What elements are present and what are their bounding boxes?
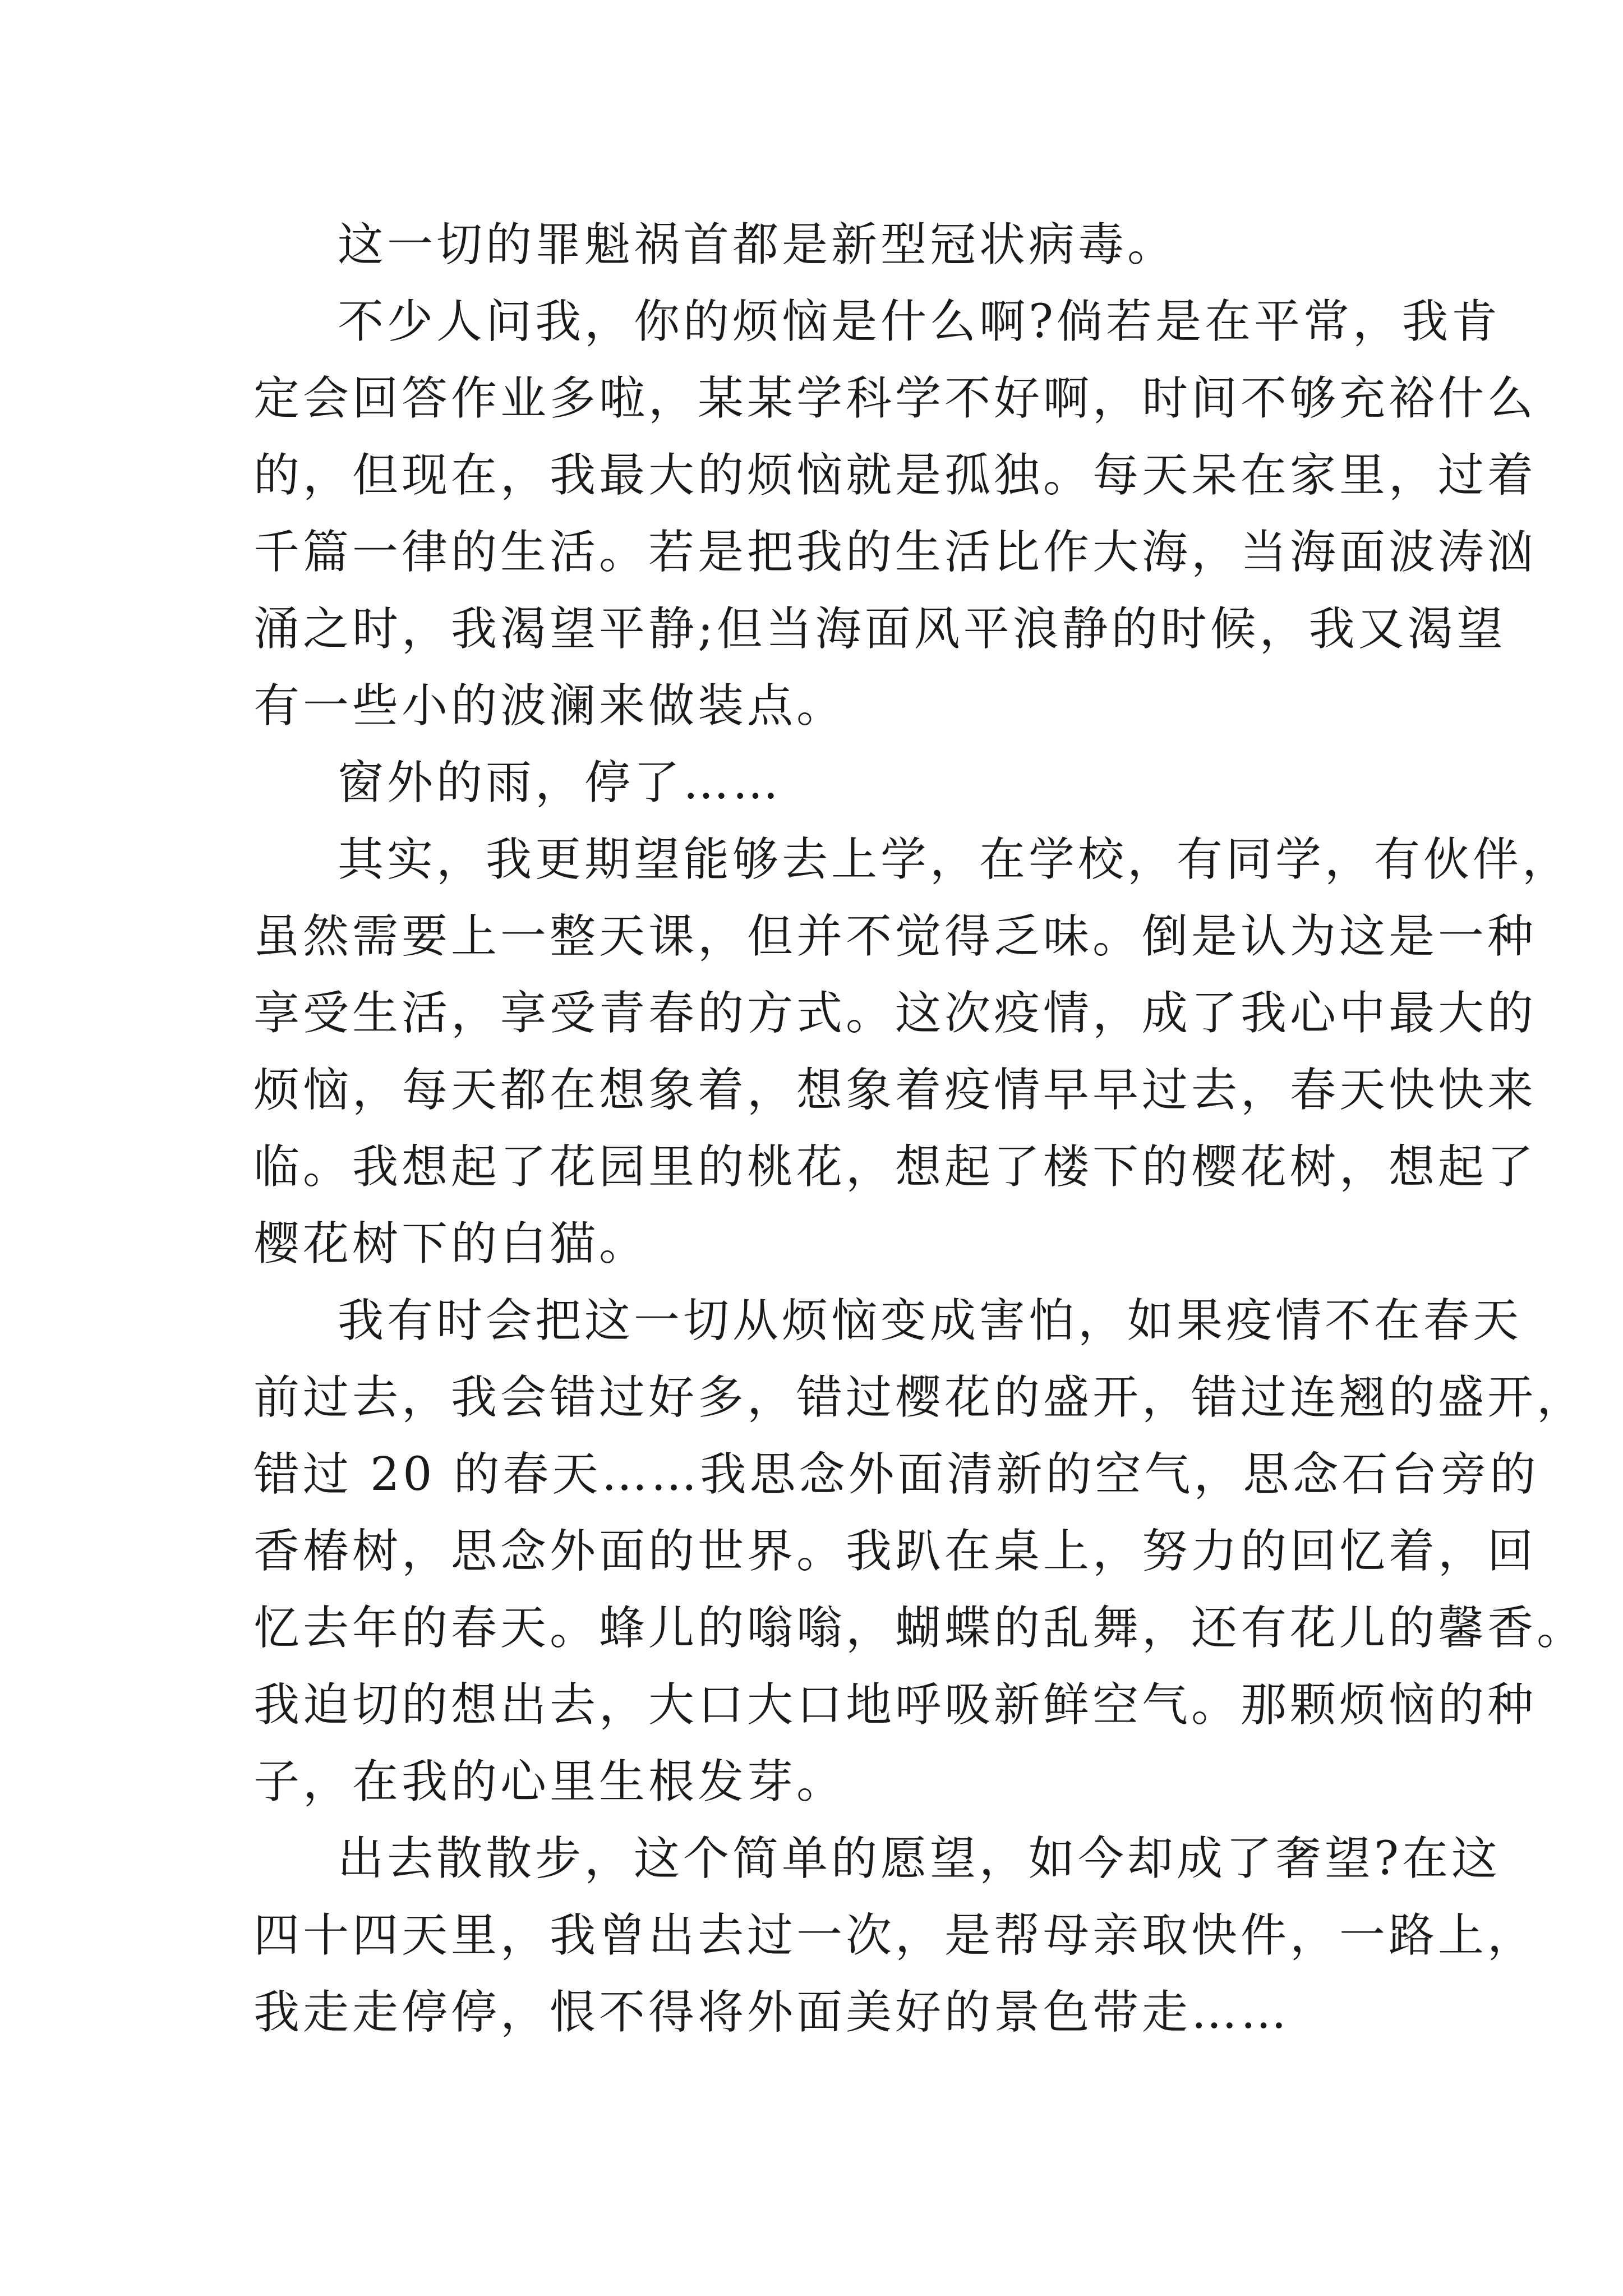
text-line: 其实，我更期望能够去上学，在学校，有同学，有伙伴， (338, 833, 1572, 886)
text-line: 这一切的罪魁祸首都是新型冠状病毒。 (338, 218, 1177, 272)
text-line: 四十四天里，我曾出去过一次，是帮母亲取快件，一路上， (253, 1909, 1537, 1962)
text-line: 樱花树下的白猫。 (253, 1217, 649, 1271)
text-line: 定会回答作业多啦，某某学科学不好啊，时间不够充裕什么 (253, 372, 1537, 425)
text-line: 香椿树，思念外面的世界。我趴在桌上，努力的回忆着，回 (253, 1525, 1537, 1578)
text-line: 享受生活，享受青春的方式。这次疫情，成了我心中最大的 (253, 987, 1537, 1040)
text-line: 我有时会把这一切从烦恼变成害怕，如果疫情不在春天 (338, 1294, 1523, 1347)
text-line: 我迫切的想出去，大口大口地呼吸新鲜空气。那颗烦恼的种 (253, 1678, 1537, 1732)
text-line: 窗外的雨，停了…… (338, 756, 782, 809)
text-line: 前过去，我会错过好多，错过樱花的盛开，错过连翘的盛开， (253, 1371, 1587, 1424)
text-line: 虽然需要上一整天课，但并不觉得乏味。倒是认为这是一种 (253, 910, 1537, 963)
text-line: 我走走停停，恨不得将外面美好的景色带走…… (253, 1986, 1290, 2039)
text-line: 错过 20 的春天……我思念外面清新的空气，思念石台旁的 (253, 1448, 1539, 1501)
text-line: 出去散散步，这个简单的愿望，如今却成了奢望?在这 (338, 1832, 1501, 1885)
text-line: 临。我想起了花园里的桃花，想起了楼下的樱花树，想起了 (253, 1140, 1537, 1194)
text-line: 忆去年的春天。蜂儿的嗡嗡，蝴蝶的乱舞，还有花儿的馨香。 (253, 1602, 1587, 1655)
text-line: 的，但现在，我最大的烦恼就是孤独。每天呆在家里，过着 (253, 449, 1537, 502)
text-line: 不少人问我，你的烦恼是什么啊?倘若是在平常，我肯 (338, 295, 1501, 348)
text-line: 涌之时，我渴望平静;但当海面风平浪静的时候，我又渴望 (253, 602, 1506, 656)
text-line: 有一些小的波澜来做装点。 (253, 679, 846, 733)
text-line: 子，在我的心里生根发芽。 (253, 1755, 846, 1809)
text-line: 千篇一律的生活。若是把我的生活比作大海，当海面波涛汹 (253, 526, 1537, 579)
text-line: 烦恼，每天都在想象着，想象着疫情早早过去，春天快快来 (253, 1064, 1537, 1117)
